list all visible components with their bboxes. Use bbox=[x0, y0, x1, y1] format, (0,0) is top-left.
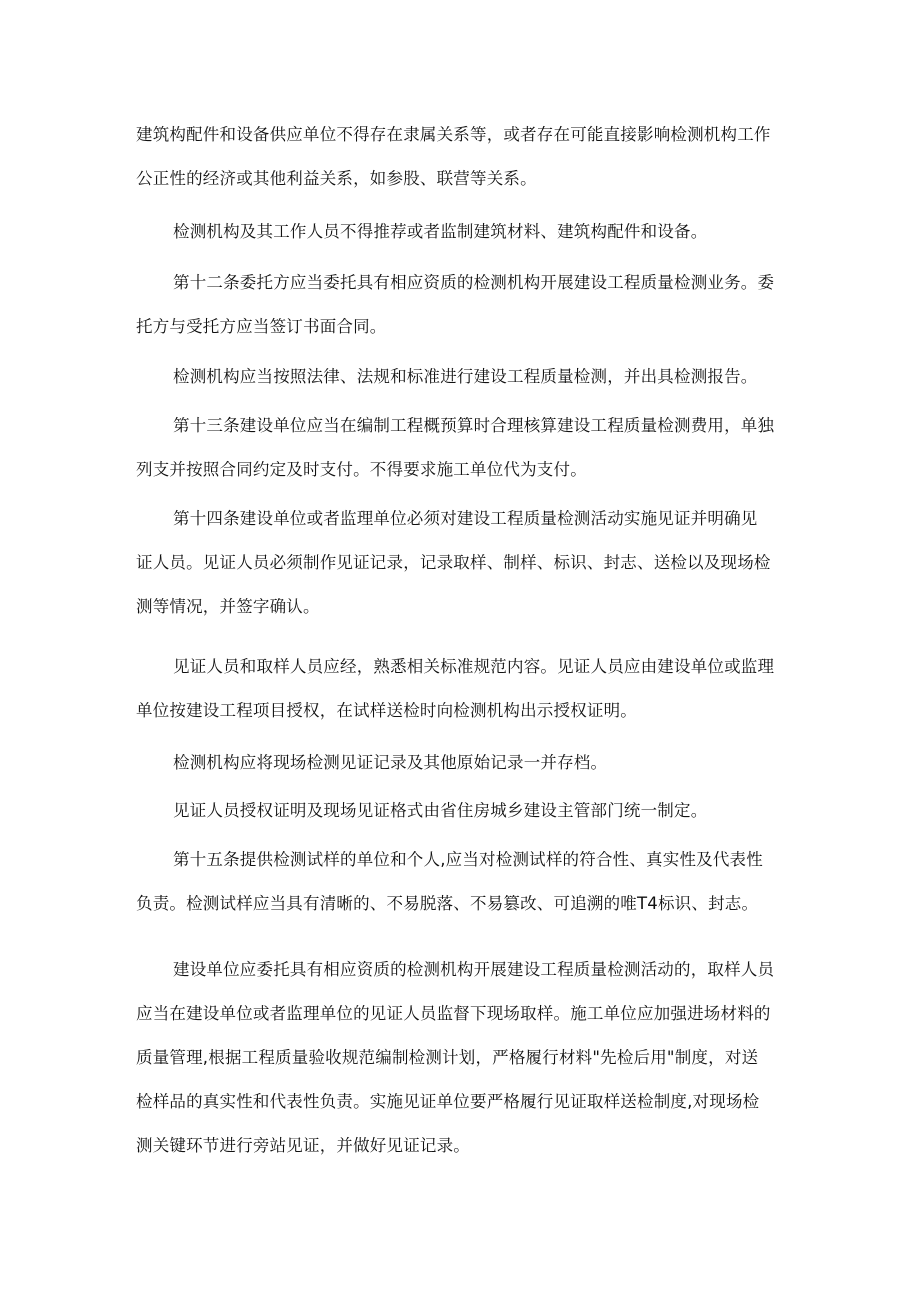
text-line: 第十三条建设单位应当在编制工程概预算时合理核算建设工程质量检测费用，单独 bbox=[173, 416, 775, 435]
text-line: 第十四条建设单位或者监理单位必须对建设工程质量检测活动实施见证并明确见 bbox=[173, 509, 758, 528]
text-line: 证人员。见证人员必须制作见证记录，记录取样、制样、标识、封志、送检以及现场检 bbox=[136, 553, 771, 572]
text-line: 第十五条提供检测试样的单位和个人,应当对检测试样的符合性、真实性及代表性 bbox=[173, 850, 763, 869]
paragraph-sampling-supervision bbox=[136, 948, 796, 1168]
text-line: 第十二条委托方应当委托具有相应资质的检测机构开展建设工程质量检测业务。委 bbox=[173, 273, 775, 292]
paragraph-witness-format bbox=[136, 789, 796, 833]
paragraph-article-13 bbox=[136, 404, 796, 492]
paragraph-supplier-relations bbox=[136, 113, 796, 201]
text-line: 见证人员和取样人员应经，熟悉相关标准规范内容。见证人员应由建设单位或监理 bbox=[173, 657, 775, 676]
text-line: 检测机构及其工作人员不得推荐或者监制建筑材料、建筑构配件和设备。 bbox=[173, 222, 708, 241]
text-line: 质量管理,根据工程质量验收规范编制检测计划，严格履行材料"先检后用"制度，对送 bbox=[136, 1048, 759, 1067]
text-line: 检测机构应当按照法律、法规和标准进行建设工程质量检测，并出具检测报告。 bbox=[173, 367, 758, 386]
paragraph-archive-records bbox=[136, 741, 796, 785]
text-line: 单位按建设工程项目授权，在试样送检时向检测机构出示授权证明。 bbox=[136, 701, 637, 720]
paragraph-no-recommend bbox=[136, 210, 796, 254]
text-line: 托方与受托方应当签订书面合同。 bbox=[136, 317, 387, 336]
text-line: 检测机构应将现场检测见证记录及其他原始记录一并存档。 bbox=[173, 753, 608, 772]
text-line: 测关键环节进行旁站见证，并做好见证记录。 bbox=[136, 1136, 470, 1155]
text-line: 检样品的真实性和代表性负责。实施见证单位要严格履行见证取样送检制度,对现场检 bbox=[136, 1092, 760, 1111]
text-line: 应当在建设单位或者监理单位的见证人员监督下现场取样。施工单位应加强进场材料的 bbox=[136, 1004, 771, 1023]
text-line: 负责。检测试样应当具有清晰的、不易脱落、不易篡改、可追溯的唯T4标识、封志。 bbox=[136, 894, 759, 913]
text-line: 列支并按照合同约定及时支付。不得要求施工单位代为支付。 bbox=[136, 460, 587, 479]
text-line: 测等情况，并签字确认。 bbox=[136, 597, 320, 616]
paragraph-article-15 bbox=[136, 838, 796, 926]
text-line: 建筑构配件和设备供应单位不得存在隶属关系等，或者存在可能直接影响检测机构工作 bbox=[136, 125, 771, 144]
paragraph-witness-personnel bbox=[136, 645, 796, 733]
paragraph-article-14 bbox=[136, 497, 796, 629]
paragraph-article-12 bbox=[136, 261, 796, 349]
text-line: 建设单位应委托具有相应资质的检测机构开展建设工程质量检测活动的，取样人员 bbox=[173, 960, 775, 979]
text-line: 公正性的经济或其他利益关系，如参股、联营等关系。 bbox=[136, 169, 537, 188]
paragraph-detection-standards bbox=[136, 355, 796, 399]
text-line: 见证人员授权证明及现场见证格式由省住房城乡建设主管部门统一制定。 bbox=[173, 801, 708, 820]
